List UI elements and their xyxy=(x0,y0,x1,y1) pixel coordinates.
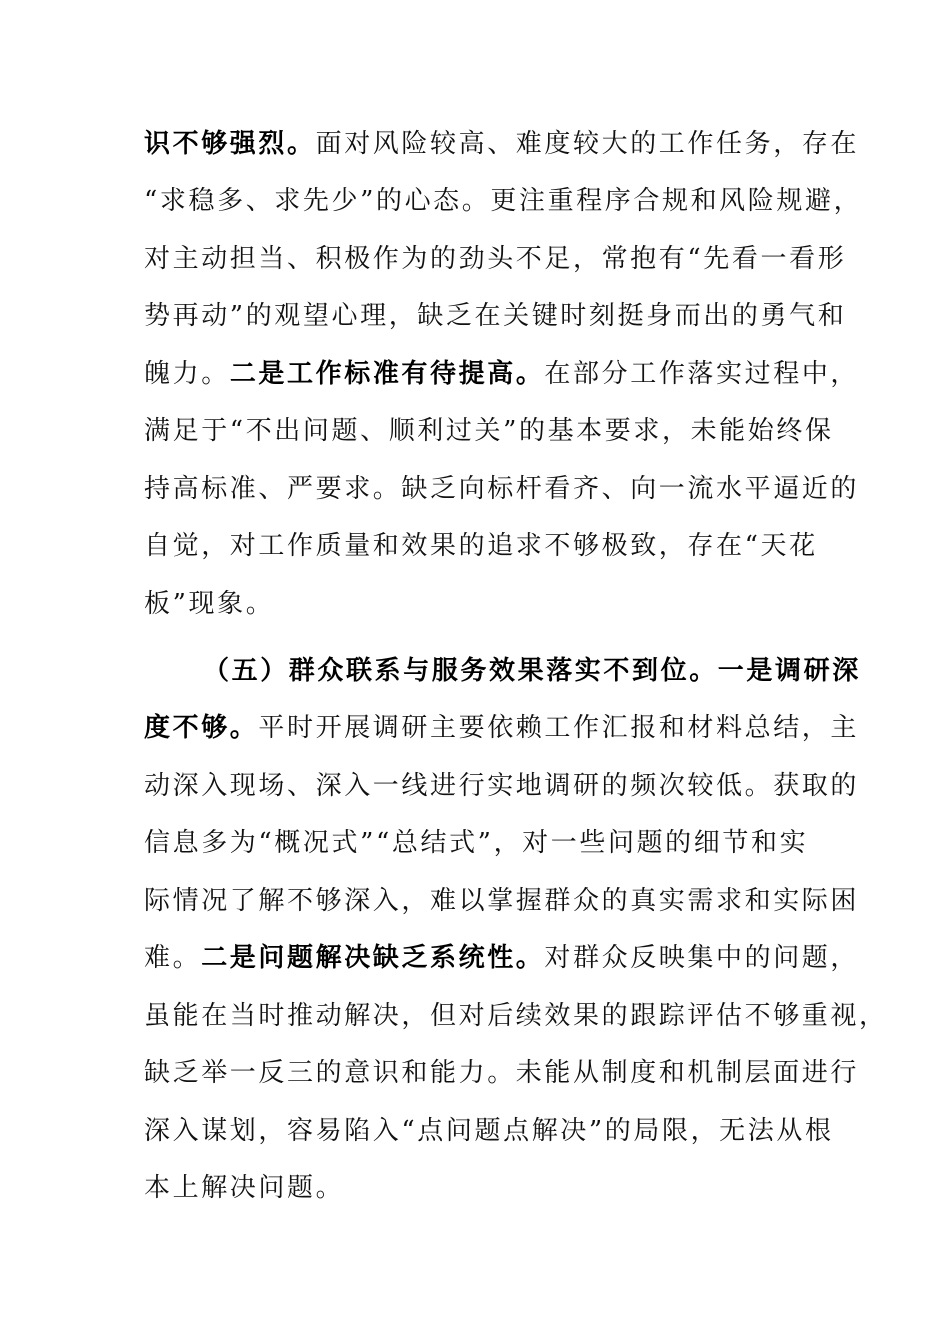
paragraph-line-9 xyxy=(144,587,274,621)
body-text: 深入谋划，容易陷入“点问题点解决”的局限，无法从根 xyxy=(144,1116,834,1146)
body-text: 虽能在当时推动解决，但对后续效果的跟踪评估不够重视， xyxy=(144,1001,888,1031)
paragraph-line-5 xyxy=(144,357,859,391)
bold-heading-text: 度不够。 xyxy=(144,713,259,743)
body-text: 板”现象。 xyxy=(144,589,275,619)
body-text: 本上解决问题。 xyxy=(144,1173,345,1203)
body-text: 在部分工作落实过程中， xyxy=(544,359,860,389)
paragraph-line-12 xyxy=(144,769,859,803)
paragraph-line-15 xyxy=(144,941,859,975)
body-text: 面对风险较高、难度较大的工作任务，存在 xyxy=(315,129,860,159)
paragraph-line-8 xyxy=(144,529,818,563)
section-heading-line xyxy=(203,654,861,688)
body-text: 信息多为“概况式”“总结式”，对一些问题的细节和实 xyxy=(144,828,809,858)
bold-heading-text: 二是工作标准有待提高。 xyxy=(229,359,545,389)
paragraph-line-6 xyxy=(144,414,834,448)
body-text: 自觉，对工作质量和效果的追求不够极致，存在“天花 xyxy=(144,531,818,561)
bold-heading-text: 二是问题解决缺乏系统性。 xyxy=(201,943,545,973)
paragraph-line-3 xyxy=(144,242,846,276)
section-heading-text: （五）群众联系与服务效果落实不到位。一是调研深 xyxy=(203,656,861,686)
body-text: 动深入现场、深入一线进行实地调研的频次较低。获取的 xyxy=(144,771,860,801)
paragraph-line-19 xyxy=(144,1171,344,1205)
body-text: 持高标准、严要求。缺乏向标杆看齐、向一流水平逼近的 xyxy=(144,474,860,504)
paragraph-line-17 xyxy=(144,1056,859,1090)
paragraph-line-2 xyxy=(144,184,862,218)
body-text: 对主动担当、积极作为的劲头不足，常抱有“先看一看形 xyxy=(144,244,847,274)
body-text: 难。 xyxy=(144,943,202,973)
body-text: 缺乏举一反三的意识和能力。未能从制度和机制层面进行 xyxy=(144,1058,860,1088)
paragraph-line-4 xyxy=(144,299,846,333)
paragraph-line-1 xyxy=(144,127,859,161)
body-text: 际情况了解不够深入，难以掌握群众的真实需求和实际困 xyxy=(144,886,860,916)
paragraph-line-11 xyxy=(144,711,859,745)
paragraph-line-14 xyxy=(144,884,859,918)
body-text: 对群众反映集中的问题， xyxy=(544,943,860,973)
paragraph-line-16 xyxy=(144,999,888,1033)
body-text: 平时开展调研主要依赖工作汇报和材料总结，主 xyxy=(258,713,860,743)
paragraph-line-7 xyxy=(144,472,859,506)
bold-heading-text: 识不够强烈。 xyxy=(144,129,316,159)
body-text: 魄力。 xyxy=(144,359,230,389)
paragraph-line-13 xyxy=(144,826,808,860)
body-text: 势再动”的观望心理，缺乏在关键时刻挺身而出的勇气和 xyxy=(144,301,847,331)
body-text: 满足于“不出问题、顺利过关”的基本要求，未能始终保 xyxy=(144,416,834,446)
body-text: “求稳多、求先少”的心态。更注重程序合规和风险规避， xyxy=(144,186,863,216)
paragraph-line-18 xyxy=(144,1114,834,1148)
